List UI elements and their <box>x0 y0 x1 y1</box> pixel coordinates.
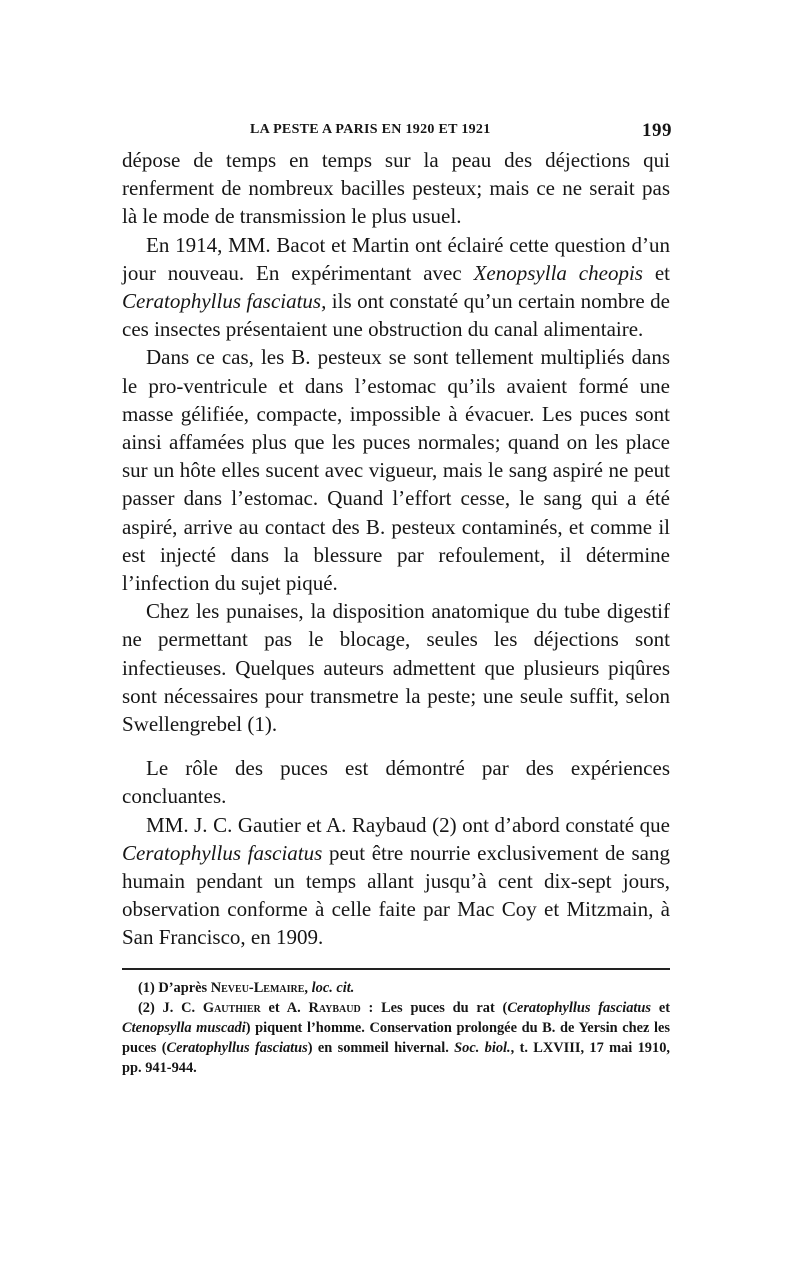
text-run: Le rôle des puces est démontré par des expériences concluantes. <box>122 756 670 809</box>
species-name: Ceratophyllus fasciatus <box>166 1039 308 1056</box>
main-text <box>122 146 670 952</box>
footnotes <box>122 978 670 1078</box>
running-header <box>122 118 670 146</box>
text-run: En 1914, MM. Bacot et Martin ont éclairé cette question d’un jour nouveau. En expérimentant avec <box>122 232 670 285</box>
author-name: Gauthier <box>202 999 261 1016</box>
paragraph-6 <box>122 811 670 952</box>
species-name: Xenopsylla cheopis <box>473 260 643 285</box>
species-name: Ceratophyllus fasciatus, <box>122 289 327 314</box>
text-run: ) piquent l’homme. Conservation prolongée du B. de Yersin chez les puces ( <box>122 1019 670 1056</box>
text-run: ) en sommeil hivernal. <box>307 1039 455 1056</box>
species-name: Ceratophyllus fasciatus <box>122 840 323 865</box>
paragraph-2 <box>122 231 670 344</box>
footnote-rule <box>122 968 670 970</box>
species-name: Ceratophyllus fasciatus <box>507 999 652 1016</box>
footnote-1 <box>122 978 670 998</box>
text-run: MM. J. C. Gautier et A. Raybaud (2) ont d’abord constaté que <box>146 812 670 837</box>
citation-abbrev: loc. cit. <box>311 979 355 996</box>
text-run: (2) J. C. <box>138 999 203 1016</box>
paragraph-5 <box>122 754 670 810</box>
book-page <box>122 118 670 1078</box>
author-name: Raybaud <box>308 999 361 1016</box>
text-run: (1) D’après <box>138 979 211 996</box>
species-name: Ctenopsylla muscadi <box>122 1019 246 1036</box>
paragraph-1 <box>122 146 670 231</box>
text-run: peut être nourrie exclusivement de sang humain pendant un temps allant jusqu’à cent dix-sept jours, observation conforme à celle faite par Mac Coy et Mitzmain, à San Francisco, en 1909. <box>122 840 671 950</box>
author-name: Neveu-Lemaire <box>210 979 305 996</box>
page-number: 199 <box>642 120 672 141</box>
text-run: Dans ce cas, les B. pesteux se sont tellement multipliés dans le pro-ventricule et dans l’estomac qu’ils avaient formé une masse gélifiée, compacte, impossible à évacuer. Les puces sont ainsi affamées plus que les puces normales; quand on les place sur un hôte elles sucent avec vigueur, mais le sang aspiré ne peut passer dans l’estomac. Quand l’effort cesse, le sang qui a été aspiré, arrive au contact des B. pesteux contaminés, et comme il est injecté dans la blessure par refoulement, il détermine l’infection du sujet piqué. <box>122 345 670 596</box>
text-run: , t. LXVIII, 17 mai 1910, pp. 941-944. <box>122 1039 670 1076</box>
text-run: Chez les punaises, la disposition anatomique du tube digestif ne permettant pas le blocage, seules les déjections sont infectieuses. Quelques auteurs admettent que plusieurs piqûres sont nécessaires pour transmetre la peste; une seule suffit, selon Swellengrebel (1). <box>122 599 670 737</box>
text-run: et A. <box>260 999 309 1016</box>
text-run: ils ont constaté qu’un certain nombre de ces insectes présentaient une obstruction du canal alimentaire. <box>122 289 670 342</box>
paragraph-3 <box>122 343 670 597</box>
paragraph-4 <box>122 597 670 738</box>
text-run: et <box>642 260 671 285</box>
text-run: : Les puces du rat ( <box>360 999 508 1016</box>
running-title: LA PESTE A PARIS EN 1920 ET 1921 <box>250 122 491 137</box>
text-run: et <box>651 999 671 1016</box>
text-run: dépose de temps en temps sur la peau des déjections qui renferment de nombreux bacilles pesteux; mais ce ne serait pas là le mode de transmission le plus usuel. <box>122 148 670 229</box>
footnote-2 <box>122 998 670 1078</box>
journal-name: Soc. biol. <box>454 1039 511 1056</box>
text-run: , <box>304 979 312 996</box>
